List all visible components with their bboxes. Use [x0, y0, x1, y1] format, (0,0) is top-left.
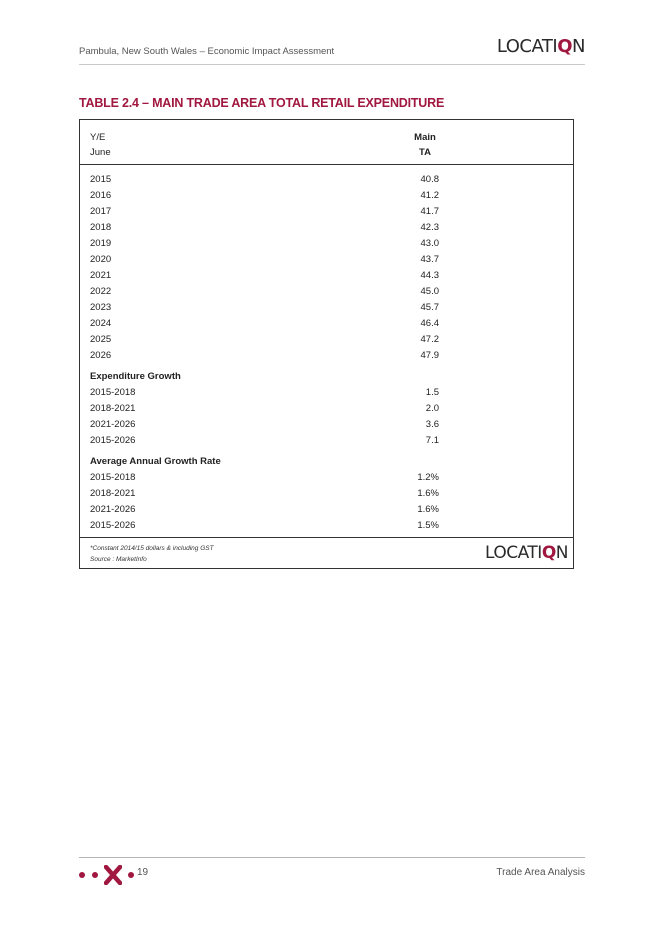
table-row — [80, 502, 573, 518]
row-label: 2015-2026 — [90, 435, 136, 446]
footer-brand-mark — [79, 865, 139, 885]
table-row — [80, 470, 573, 486]
table-row — [80, 188, 573, 204]
row-label: 2017 — [90, 206, 112, 217]
row-value: 1.5% — [417, 520, 439, 531]
logo-text-a: LOCATI — [496, 36, 558, 57]
row-value: 1.6% — [417, 488, 439, 499]
section-heading-rate — [80, 453, 573, 470]
brand-dot-icon — [79, 872, 85, 878]
document-header-title: Pambula, New South Wales – Economic Impact Assessment — [79, 46, 335, 57]
table-footer — [80, 537, 573, 571]
table-row — [80, 172, 573, 188]
footer-divider — [79, 857, 585, 858]
row-value: 40.8 — [420, 174, 439, 185]
row-value: 43.0 — [420, 238, 439, 249]
row-value: 41.2 — [420, 190, 439, 201]
row-label: 2020 — [90, 254, 112, 265]
locationiq-logo — [497, 36, 585, 57]
table-note-dollars: *Constant 2014/15 dollars & including GST — [90, 545, 214, 552]
table-body — [80, 172, 573, 534]
section-heading-rate-label: Average Annual Growth Rate — [90, 456, 221, 467]
column-header-year-line2: June — [90, 147, 111, 158]
rate-rows — [80, 470, 573, 534]
logo-text-b: Q — [541, 543, 556, 563]
column-header-main-line2: TA — [419, 147, 431, 158]
table-row — [80, 316, 573, 332]
table-row — [80, 204, 573, 220]
column-header-year-line1: Y/E — [90, 132, 106, 143]
row-value: 44.3 — [420, 270, 439, 281]
section-heading-growth-label: Expenditure Growth — [90, 371, 181, 382]
row-value: 3.6 — [425, 419, 439, 430]
table-row — [80, 220, 573, 236]
row-value: 41.7 — [420, 206, 439, 217]
row-value: 2.0 — [425, 403, 439, 414]
row-value: 7.1 — [425, 435, 439, 446]
row-value: 47.2 — [420, 334, 439, 345]
table-row — [80, 300, 573, 316]
table-note-source: Source : MarketInfo — [90, 556, 147, 563]
row-label: 2021-2026 — [90, 504, 136, 515]
row-value: 43.7 — [420, 254, 439, 265]
table-row — [80, 433, 573, 449]
logo-text-c: N — [572, 36, 585, 57]
row-label: 2019 — [90, 238, 112, 249]
growth-rows — [80, 385, 573, 449]
logo-text-a: LOCATI — [485, 543, 542, 563]
table-row — [80, 268, 573, 284]
page-number: 19 — [137, 867, 149, 878]
row-label: 2016 — [90, 190, 112, 201]
row-label: 2015-2026 — [90, 520, 136, 531]
brand-x-icon — [104, 865, 122, 885]
logo-text-b: Q — [557, 36, 573, 57]
row-label: 2018-2021 — [90, 488, 136, 499]
logo-text-c: N — [555, 543, 568, 563]
row-label: 2018-2021 — [90, 403, 136, 414]
row-value: 45.7 — [420, 302, 439, 313]
table-row — [80, 284, 573, 300]
table-row — [80, 401, 573, 417]
row-value: 42.3 — [420, 222, 439, 233]
locationiq-logo-footer — [485, 543, 568, 563]
table-row — [80, 348, 573, 364]
row-label: 2015-2018 — [90, 387, 136, 398]
row-label: 2021-2026 — [90, 419, 136, 430]
row-value: 46.4 — [420, 318, 439, 329]
brand-dot-icon — [92, 872, 98, 878]
row-value: 1.2% — [417, 472, 439, 483]
table-row — [80, 332, 573, 348]
row-value: 1.6% — [417, 504, 439, 515]
brand-dot-icon — [128, 872, 134, 878]
expenditure-table — [79, 119, 574, 569]
column-header-main-line1: Main — [414, 132, 436, 143]
footer-section-name: Trade Area Analysis — [496, 867, 585, 878]
row-label: 2018 — [90, 222, 112, 233]
table-row — [80, 486, 573, 502]
row-label: 2015-2018 — [90, 472, 136, 483]
row-label: 2024 — [90, 318, 112, 329]
table-row — [80, 252, 573, 268]
row-value: 1.5 — [425, 387, 439, 398]
year-rows — [80, 172, 573, 364]
table-row — [80, 236, 573, 252]
row-label: 2023 — [90, 302, 112, 313]
row-value: 47.9 — [420, 350, 439, 361]
table-row — [80, 417, 573, 433]
table-header — [80, 120, 573, 165]
section-heading-growth — [80, 368, 573, 385]
table-row — [80, 385, 573, 401]
row-label: 2021 — [90, 270, 112, 281]
table-title: TABLE 2.4 – MAIN TRADE AREA TOTAL RETAIL EXPENDITURE — [79, 96, 445, 110]
row-value: 45.0 — [420, 286, 439, 297]
header-divider — [79, 64, 585, 65]
row-label: 2025 — [90, 334, 112, 345]
table-row — [80, 518, 573, 534]
row-label: 2015 — [90, 174, 112, 185]
row-label: 2022 — [90, 286, 112, 297]
row-label: 2026 — [90, 350, 112, 361]
